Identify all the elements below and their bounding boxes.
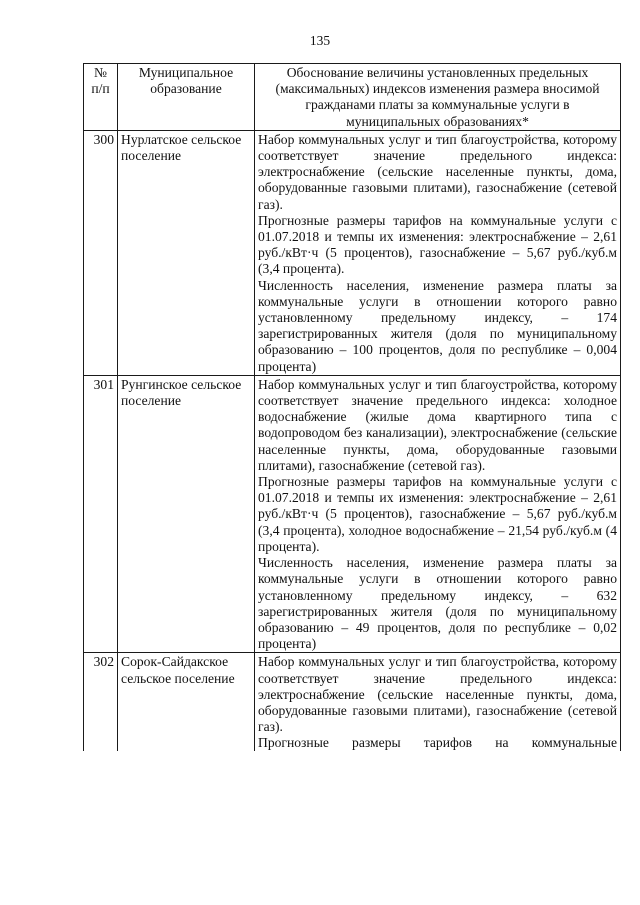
justification-paragraph: Набор коммунальных услуг и тип благоустройства, которому соответствует значение предельного индекса: электроснабжение (сельские населенные пункты, дома, оборудованные газовыми плитами), газоснабжение (сетевой газ). — [258, 654, 617, 735]
row-number: 301 — [84, 375, 118, 652]
justification-paragraph: Прогнозные размеры тарифов на коммунальные услуги с 01.07.2018 и темпы их изменения: электроснабжение – 2,61 руб./кВт·ч (5 процентов), газоснабжение – 5,67 руб./куб.м (3,4 процента). — [258, 212, 617, 277]
justification-paragraph: Прогнозные размеры тарифов на коммунальные услуги с 01.07.2018 и темпы их изменения: электроснабжение – 2,61 руб./кВт·ч (5 процентов), газоснабжение – 5,67 руб./куб.м (3,4 процента), холодное водоснабжение – 21,54 руб./куб.м (4 процента). — [258, 474, 617, 554]
header-justification: Обоснование величины установленных предельных (максимальных) индексов изменения размера вносимой гражданами платы за коммунальные услуги в муниципальных образованиях* — [255, 64, 621, 131]
row-number: 300 — [84, 130, 118, 375]
justification-paragraph: Набор коммунальных услуг и тип благоустройства, которому соответствует значение предельного индекса: электроснабжение (сельские населенные пункты, дома, оборудованные газовыми плитами), газоснабжение (сетевой газ). — [258, 131, 617, 212]
header-municipality: Муниципальное образование — [118, 64, 255, 131]
table-header-row — [84, 64, 621, 131]
justification-paragraph: Численность населения, изменение размера платы за коммунальные услуги в отношении которого равно установленному предельному индексу, – 174 зарегистрированных жителя (доля по муниципальному образованию – 100 процентов, доля по республике – 0,004 процента) — [258, 277, 617, 374]
page-number: 135 — [309, 33, 331, 48]
header-number: № п/п — [84, 64, 118, 131]
row-municipality: Рунгинское сельское поселение — [118, 375, 255, 652]
row-justification — [255, 653, 621, 752]
justification-paragraph-cut: Прогнозные размеры тарифов на коммунальные — [258, 735, 617, 751]
table-row — [84, 375, 621, 652]
row-municipality: Сорок-Сайдакское сельское поселение — [118, 653, 255, 752]
row-justification — [255, 375, 621, 652]
justification-paragraph: Численность населения, изменение размера платы за коммунальные услуги в отношении которого равно установленному предельному индексу, – 632 зарегистрированных жителя (доля по муниципальному образованию – 49 процентов, доля по республике – 0,02 процента) — [258, 555, 617, 652]
table-row — [84, 130, 621, 375]
tariff-index-table — [83, 63, 621, 751]
justification-paragraph: Набор коммунальных услуг и тип благоустройства, которому соответствует значение предельного индекса: холодное водоснабжение (жилые дома квартирного типа с водопроводом без канализации), электроснабжение (сельские населенные пункты, дома, оборудованные газовыми плитами), газоснабжение (сетевой газ). — [258, 376, 617, 473]
row-number: 302 — [84, 653, 118, 752]
row-municipality: Нурлатское сельское поселение — [118, 130, 255, 375]
row-justification — [255, 130, 621, 375]
table-row — [84, 653, 621, 752]
